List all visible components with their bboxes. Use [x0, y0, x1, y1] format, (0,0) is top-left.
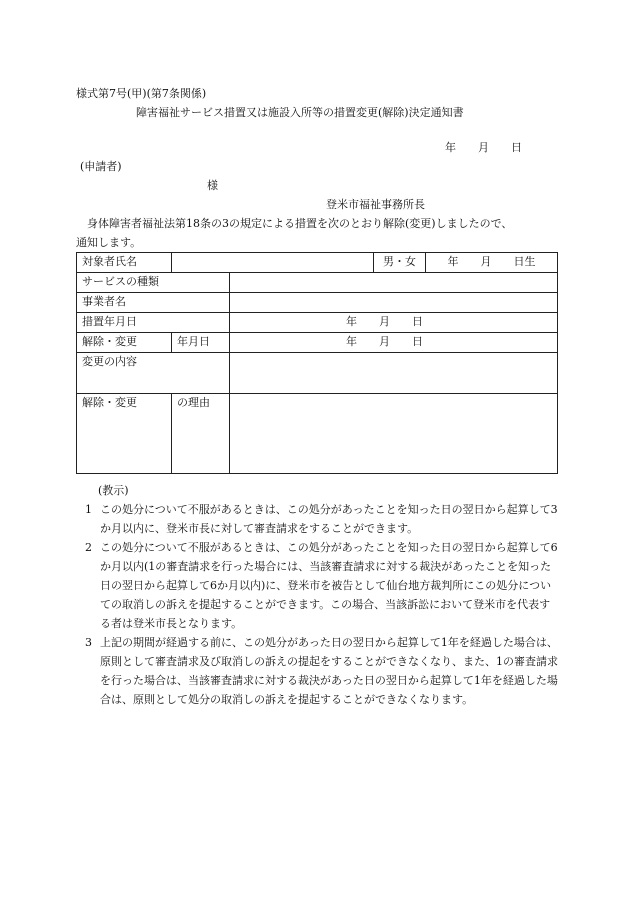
ymd-label: 年月日 — [172, 333, 230, 353]
form-number: 様式第7号(甲)(第7条関係) — [76, 87, 207, 100]
instruction-text: この処分について不服があるときは、この処分があったことを知った日の翌日から起算して6か月以内(1の審査請求を行った場合には、当該審査請求に対する裁決があったことを知った日の翌日から起算して6か月以内)に、登米市を被告として仙台地方裁判所にこの処分についての取消しの訴えを提起することができます。この場合、当該訴訟において登米市を代表する者は登米市長となります。 — [100, 541, 558, 630]
birth-date-field[interactable]: 年 月 日生 — [426, 253, 558, 273]
date-line: 年 月 日 — [445, 141, 522, 154]
provider-label: 事業者名 — [77, 293, 230, 313]
issuer-name: 登米市福祉事務所長 — [326, 198, 425, 211]
subject-name-field[interactable] — [172, 253, 374, 273]
table-row — [77, 333, 558, 353]
intro-line-2: 通知します。 — [76, 236, 142, 249]
table-row — [77, 394, 558, 474]
table-row — [77, 353, 558, 394]
honorific: 様 — [207, 179, 218, 192]
service-type-field[interactable] — [230, 273, 558, 293]
reason-label: の理由 — [172, 394, 230, 474]
intro-line-1: 身体障害者福祉法第18条の3の規定による措置を次のとおり解除(変更)しましたので、 — [87, 217, 513, 230]
change-content-label: 変更の内容 — [77, 353, 230, 394]
table-row — [77, 313, 558, 333]
table-row — [77, 253, 558, 273]
instructions-section — [76, 481, 560, 709]
subject-name-label: 対象者氏名 — [77, 253, 172, 273]
instruction-item — [76, 538, 560, 633]
instructions-heading: (教示) — [98, 484, 129, 497]
service-type-label: サービスの種類 — [77, 273, 230, 293]
cancel-change-label: 解除・変更 — [77, 333, 172, 353]
notice-table — [76, 252, 558, 474]
instruction-item — [76, 633, 560, 709]
table-row — [77, 293, 558, 313]
applicant-label: (申請者) — [80, 160, 122, 173]
instruction-item — [76, 500, 560, 538]
instruction-number: 1 — [85, 503, 92, 516]
reason-field[interactable] — [230, 394, 558, 474]
measure-date-label: 措置年月日 — [77, 313, 230, 333]
intro-paragraph — [76, 214, 560, 252]
instruction-text: この処分について不服があるときは、この処分があったことを知った日の翌日から起算して3か月以内に、登米市長に対して審査請求をすることができます。 — [100, 503, 558, 535]
cancel-change-reason-label: 解除・変更 — [77, 394, 172, 474]
gender-field[interactable]: 男・女 — [374, 253, 426, 273]
table-row — [77, 273, 558, 293]
measure-date-field[interactable]: 年 月 日 — [230, 313, 558, 333]
document-title: 障害福祉サービス措置又は施設入所等の措置変更(解除)決定通知書 — [136, 106, 464, 119]
instruction-number: 3 — [85, 636, 92, 649]
instruction-number: 2 — [85, 541, 92, 554]
change-content-field[interactable] — [230, 353, 558, 394]
instruction-text: 上記の期間が経過する前に、この処分があった日の翌日から起算して1年を経過した場合は、原則として審査請求及び取消しの訴えの提起をすることができなくなり、また、1の審査請求を行った場合は、当該審査請求に対する裁決があった日の翌日から起算して1年を経過した場合は、原則として処分の取消しの訴えを提起することができなくなります。 — [100, 636, 558, 706]
cancel-change-date-field[interactable]: 年 月 日 — [230, 333, 558, 353]
provider-field[interactable] — [230, 293, 558, 313]
